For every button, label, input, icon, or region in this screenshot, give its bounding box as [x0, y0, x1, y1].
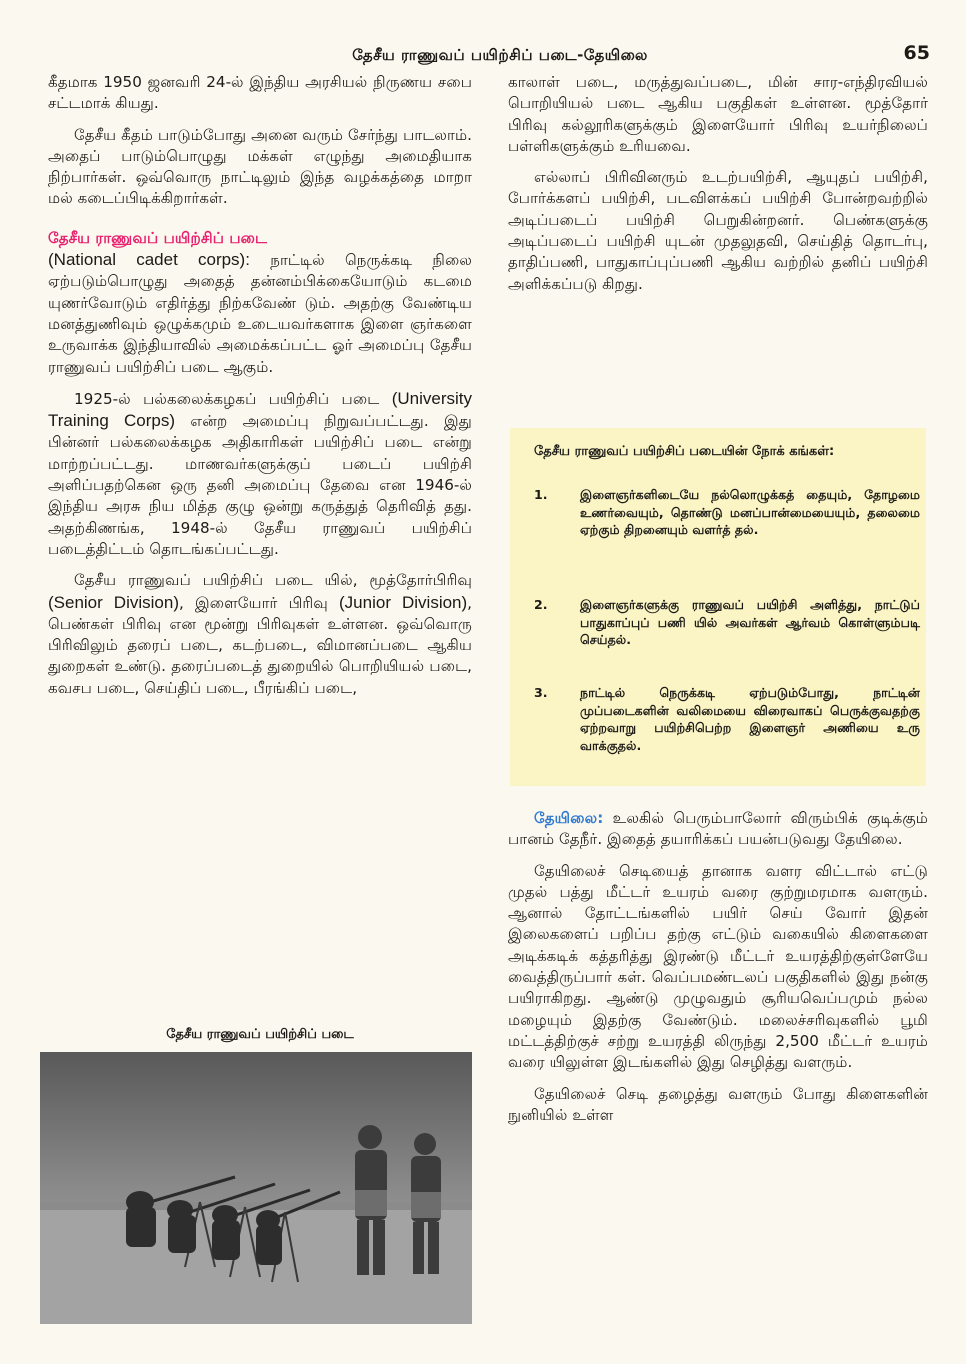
- paragraph-ncc-divisions: [48, 570, 472, 699]
- objectives-title: தேசீய ராணுவப் பயிற்சிப் படையின் நோக் கங்கள்:: [534, 444, 835, 459]
- paragraph-ncc-history: [48, 388, 472, 560]
- divisions-part-c: , பெண்கள் பிரிவு என மூன்று பிரிவுகள் உள்ளன. ஒவ்வொரு பிரிவிலும் தரைப் படை, கடற்படை, விமானப்படை ஆகிய துறைகள் உண்டு. தரைப்படைத் துறையில் பொறியியல் படை, கவசப படை, செய்திப் படை, பீரங்கிப் படை,: [48, 593, 472, 697]
- ncc-objectives-box: [510, 428, 926, 786]
- ncc-heading: தேசீய ராணுவப் பயிற்சிப் படை: [48, 228, 268, 247]
- paragraph-tea-continued: தேயிலைச் செடி தழைத்து வளரும் போது கிளைகளின் நுனியில் உள்ள: [508, 1084, 928, 1124]
- objective-text: இளைஞர்களுக்கு ராணுவப் பயிற்சி அளித்து, நாட்டுப் பாதுகாப்புப் பணி யில் அவர்கள் ஆர்வம் கொள்ளும்படி செய்தல்.: [580, 597, 920, 647]
- page-number: 65: [903, 42, 930, 64]
- divisions-part-b: , இளையோர் பிரிவு: [179, 593, 340, 612]
- paragraph-ncc-units: காலாள் படை, மருத்துவப்படை, மின் சார-எந்திரவியல் பொறியியல் படை ஆகிய பகுதிகள் உள்ளன. மூத்தோர் பிரிவு கல்லூரிகளுக்கும் இளையோர் பிரிவு உயர்நிலைப் பள்ளிகளுக்கும் உரியவை.: [508, 73, 928, 155]
- photo-caption: தேசீய ராணுவப் பயிற்சிப் படை: [166, 1027, 354, 1042]
- paragraph-anthem-adoption: கீதமாக 1950 ஜனவரி 24-ல் இந்திய அரசியல் நிருணய சபை சட்டமாக் கியது.: [48, 73, 472, 113]
- objective-number: 1.: [534, 487, 548, 502]
- running-title: தேசீய ராணுவப் பயிற்சிப் படை-தேயிலை: [352, 46, 648, 64]
- running-head: [0, 42, 966, 68]
- utc-english-term: (University Training Corps): [48, 388, 472, 431]
- ncc-history-part-b: என்ற அமைப்பு நிறுவப்பட்டது. இது பின்னர் பல்கலைக்கழக அதிகாரிகள் பயிற்சிப் படை என்று மாற்றப்பட்டது. மாணவர்களுக்குப் படைப் பயிற்சி அளிப்பதற்கென ஒரு தனி அமைப்பு தேவை என 1946-ல் இந்திய அரசு நிய மித்த குழு ஒன்று கருத்துத் தெரிவித் தது. அதற்கிணங்க, 1948-ல் தேசீய ராணுவப் பயிற்சிப் படைத்திட்டம் தொடங்கப்பட்டது.: [48, 412, 472, 558]
- divisions-part-a: தேசீய ராணுவப் பயிற்சிப் படை யில், மூத்தோர்பிரிவு: [74, 571, 472, 590]
- cadets-rifle-practice-illustration: [40, 1052, 472, 1324]
- junior-division-term: (Junior Division): [339, 592, 468, 612]
- ncc-description: நாட்டில் நெருக்கடி நிலை ஏற்படும்பொழுது அதைத் தன்னம்பிக்கையோடும் கடமை யுணர்வோடும் எதிர்த்து நிற்கவேண் டும். அதற்கு வேண்டிய மனத்துணிவும் ஒழுக்கமும் உடையவர்களாக இளை ஞர்களை உருவாக்க இந்தியாவில் அமைக்கப்பட்ட ஓர் அமைப்பு தேசீய ராணுவப் பயிற்சிப் படை ஆகும்.: [48, 251, 472, 376]
- paragraph-anthem-singing: தேசீய கீதம் பாடும்போது அனை வரும் சேர்ந்து பாடலாம். அதைப் பாடும்பொழுது மக்கள் எழுந்து அமைதியாக நிற்பார்கள். ஒவ்வொரு நாட்டிலும் இந்த வழக்கத்தை மாறா மல் கடைப்பிடிக்கிறார்கள்.: [48, 125, 472, 208]
- tea-intro-text: உலகில் பெரும்பாலோர் விரும்பிக் குடிக்கும் பானம் தேநீர். இதைத் தயாரிக்கப் பயன்படுவது தேயிலை.: [508, 809, 928, 849]
- paragraph-tea-intro: [508, 808, 928, 851]
- objective-number: 3.: [534, 685, 548, 700]
- objective-number: 2.: [534, 597, 548, 612]
- ncc-history-part-a: 1925-ல் பல்கலைக்கழகப் பயிற்சிப் படை: [74, 389, 392, 408]
- objective-text: நாட்டில் நெருக்கடி ஏற்படும்போது, நாட்டின் முப்படைகளின் வலிமையை விரைவாகப் பெருக்குவதற்கு ஏற்றவாறு பயிற்சிபெற்ற இளைஞர் அணியை உரு வாக்குதல்.: [580, 685, 920, 753]
- paragraph-tea-growth: தேயிலைச் செடியைத் தானாக வளர விட்டால் எட்டு முதல் பத்து மீட்டர் உயரம் வரை குற்றுமரமாக வளரும். ஆனால் தோட்டங்களில் பயிர் செய் வோர் இதன் இலைகளைப் பறிப்ப தற்கு எட்டும் வகையில் கிளைகளை அடிக்கடிக் கத்தரித்து இரண்டு மீட்டர் உயரத்திற்குள்ளேயே வைத்திருப்பார் கள். வெப்பமண்டலப் பகுதிகளில் இது நன்கு பயிராகிறது. ஆண்டு முழுவதும் சூரியவெப்பமும் நல்ல மழையும் இதற்கு வேண்டும். மலைச்சரிவுகளில் பூமி மட்டத்திற்குச் சற்று உயரத்தி லிருந்து 2,500 மீட்டர் உயரம் வரை யிலுள்ள இடங்களில் இது செழித்து வளரும்.: [508, 861, 928, 1072]
- right-column-lower: [508, 808, 928, 1136]
- right-column: [508, 72, 928, 305]
- paragraph-ncc-training: எல்லாப் பிரிவினரும் உடற்பயிற்சி, ஆயுதப் பயிற்சி, போர்க்களப் பயிற்சி, படவிளக்கப் பயிற்சி போன்றவற்றில் அடிப்படைப் பயிற்சி பெறுகின்றனர். பெண்களுக்கு அடிப்படைப் பயிற்சி யுடன் முதலுதவி, செய்தித் தொடர்பு, தாதிப்பணி, பாதுகாப்புப்பணி ஆகிய வற்றில் தனிப் பயிற்சி அளிக்கப்படு கிறது.: [508, 168, 928, 293]
- ncc-cadets-photo: [40, 1052, 472, 1324]
- tea-heading: தேயிலை:: [534, 809, 604, 827]
- left-column: [48, 72, 472, 709]
- ncc-english-term: (National cadet corps):: [48, 250, 250, 270]
- objective-text: இளைஞர்களிடையே நல்லொழுக்கத் தையும், தோழமை உணர்வையும், தொண்டு மனப்பான்மையையும், தலைமை ஏற்கும் திறனையும் வளர்த் தல்.: [580, 487, 920, 537]
- senior-division-term: (Senior Division): [48, 592, 179, 612]
- paragraph-ncc-intro: [48, 228, 472, 378]
